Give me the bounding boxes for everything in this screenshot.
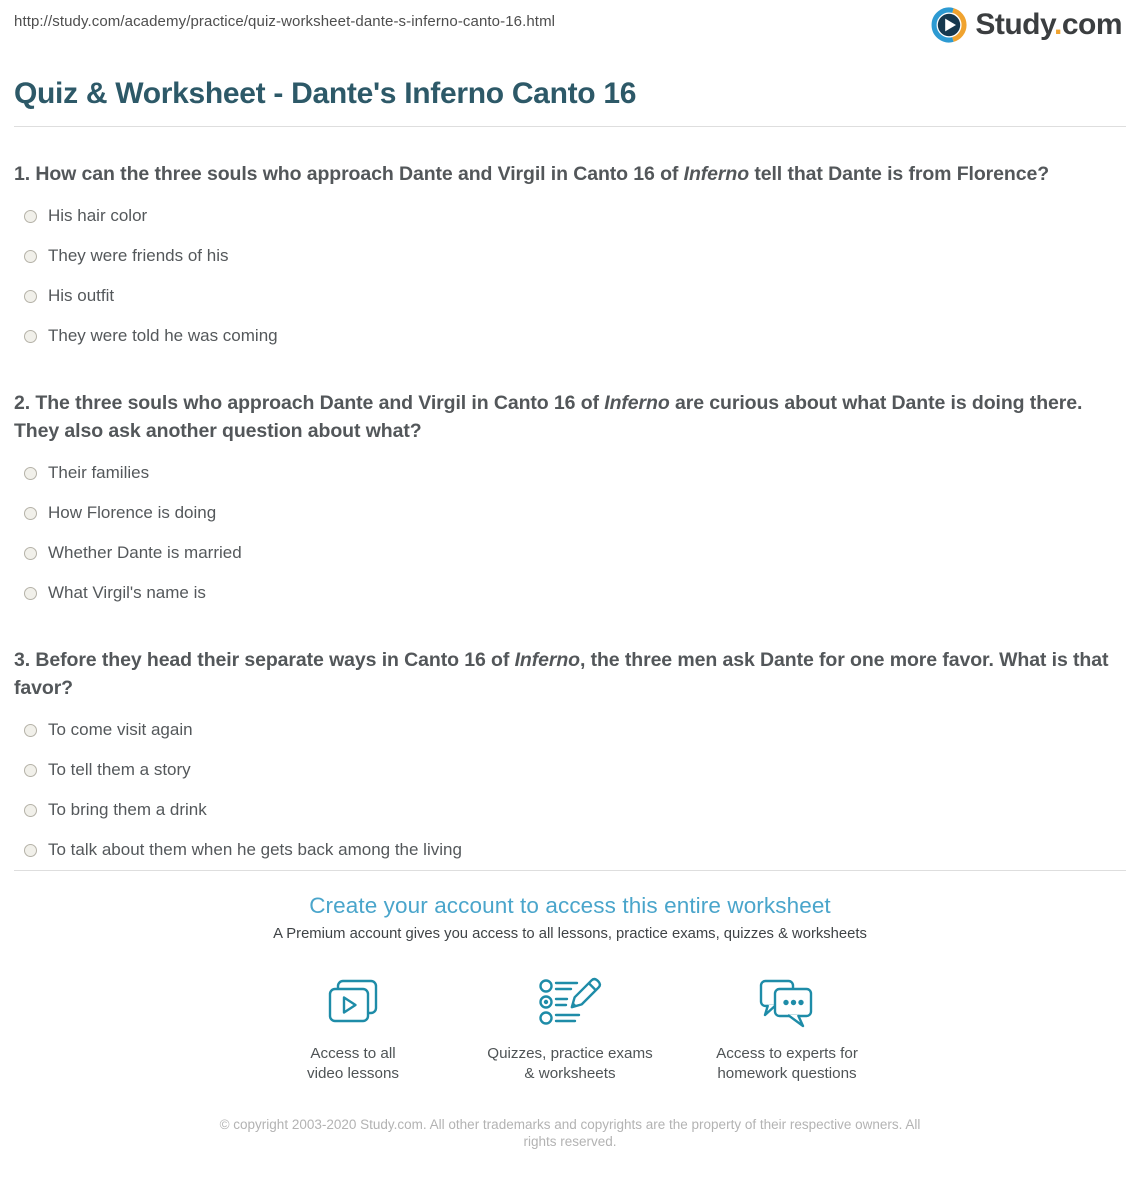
- logo-com: com: [1061, 8, 1122, 41]
- feature: [462, 974, 679, 1084]
- copyright-text: © copyright 2003-2020 Study.com. All other trademarks and copyrights are the property of their respective owners. All rights reserved.: [219, 1117, 921, 1149]
- feature-label: [679, 1044, 896, 1084]
- radio-button-icon[interactable]: [24, 330, 37, 343]
- feature-label: [245, 1044, 462, 1084]
- page-title: Quiz & Worksheet - Dante's Inferno Canto 16: [14, 77, 637, 110]
- feature-line2: & worksheets: [524, 1065, 616, 1082]
- answer-option[interactable]: [14, 276, 1126, 316]
- feature-line2: video lessons: [306, 1065, 400, 1082]
- features: [14, 974, 1126, 1084]
- feature: [245, 974, 462, 1084]
- option-label: To come visit again: [48, 720, 193, 739]
- option-label: Whether Dante is married: [48, 543, 242, 562]
- section-divider: [14, 870, 1126, 871]
- feature: [679, 974, 896, 1084]
- answer-option[interactable]: [14, 710, 1126, 750]
- option-label: His outfit: [48, 286, 115, 305]
- radio-button-icon[interactable]: [24, 250, 37, 263]
- answer-option[interactable]: [14, 830, 1126, 870]
- option-label: To tell them a story: [48, 760, 191, 779]
- option-label: To talk about them when he gets back among the living: [48, 840, 462, 859]
- logo-study: Study: [975, 8, 1054, 41]
- question-text: 2. The three souls who approach Dante and Virgil in Canto 16 of Inferno are curious about what Dante is doing there. They also ask another question about what?: [14, 392, 1083, 442]
- option-label: To bring them a drink: [48, 800, 207, 819]
- cta-subheading: A Premium account gives you access to all lessons, practice exams, quizzes & worksheets: [273, 926, 867, 942]
- radio-button-icon[interactable]: [24, 547, 37, 560]
- question: [14, 160, 1126, 356]
- feature-line1: Access to experts for: [716, 1045, 858, 1062]
- radio-button-icon[interactable]: [24, 587, 37, 600]
- question: [14, 389, 1126, 613]
- cta-heading[interactable]: Create your account to access this entire worksheet: [309, 893, 831, 918]
- option-label: They were told he was coming: [48, 326, 278, 345]
- questions: [14, 160, 1126, 870]
- page-url: http://study.com/academy/practice/quiz-worksheet-dante-s-inferno-canto-16.html: [14, 13, 556, 30]
- radio-button-icon[interactable]: [24, 764, 37, 777]
- title-divider: [14, 126, 1126, 127]
- option-label: They were friends of his: [48, 246, 229, 265]
- answer-option[interactable]: [14, 196, 1126, 236]
- radio-button-icon[interactable]: [24, 507, 37, 520]
- answer-option[interactable]: [14, 533, 1126, 573]
- option-label: How Florence is doing: [48, 503, 217, 522]
- option-label: What Virgil's name is: [48, 583, 206, 602]
- question-text: 3. Before they head their separate ways in Canto 16 of Inferno, the three men ask Dante for one more favor. What is that favor?: [14, 649, 1109, 699]
- feature-label: [462, 1044, 679, 1084]
- answer-option[interactable]: [14, 236, 1126, 276]
- answer-option[interactable]: [14, 573, 1126, 613]
- question-options: [14, 710, 1126, 870]
- answer-option[interactable]: [14, 750, 1126, 790]
- question-options: [14, 453, 1126, 613]
- studycom-logo[interactable]: [930, 6, 1122, 44]
- footer: [14, 1116, 1126, 1174]
- option-label: His hair color: [48, 206, 148, 225]
- video-lessons-icon: [245, 974, 462, 1034]
- answer-option[interactable]: [14, 493, 1126, 533]
- question-text: 1. How can the three souls who approach Dante and Virgil in Canto 16 of Inferno tell that Dante is from Florence?: [14, 163, 1050, 185]
- feature-line1: Quizzes, practice exams: [487, 1045, 653, 1062]
- radio-button-icon[interactable]: [24, 290, 37, 303]
- radio-button-icon[interactable]: [24, 844, 37, 857]
- quiz-worksheet-icon: [462, 974, 679, 1034]
- logo-dot: .: [1053, 8, 1062, 41]
- header: [14, 0, 1126, 52]
- question-options: [14, 196, 1126, 356]
- radio-button-icon[interactable]: [24, 724, 37, 737]
- radio-button-icon[interactable]: [24, 467, 37, 480]
- cta-section: [14, 893, 1126, 1084]
- question: [14, 646, 1126, 870]
- radio-button-icon[interactable]: [24, 804, 37, 817]
- feature-line1: Access to all: [310, 1045, 396, 1062]
- studycom-play-icon: [930, 6, 968, 44]
- option-label: Their families: [48, 463, 150, 482]
- answer-option[interactable]: [14, 453, 1126, 493]
- chat-experts-icon: [679, 974, 896, 1034]
- studycom-logo-text: [975, 8, 1122, 42]
- radio-button-icon[interactable]: [24, 210, 37, 223]
- answer-option[interactable]: [14, 790, 1126, 830]
- answer-option[interactable]: [14, 316, 1126, 356]
- feature-line2: homework questions: [717, 1065, 857, 1082]
